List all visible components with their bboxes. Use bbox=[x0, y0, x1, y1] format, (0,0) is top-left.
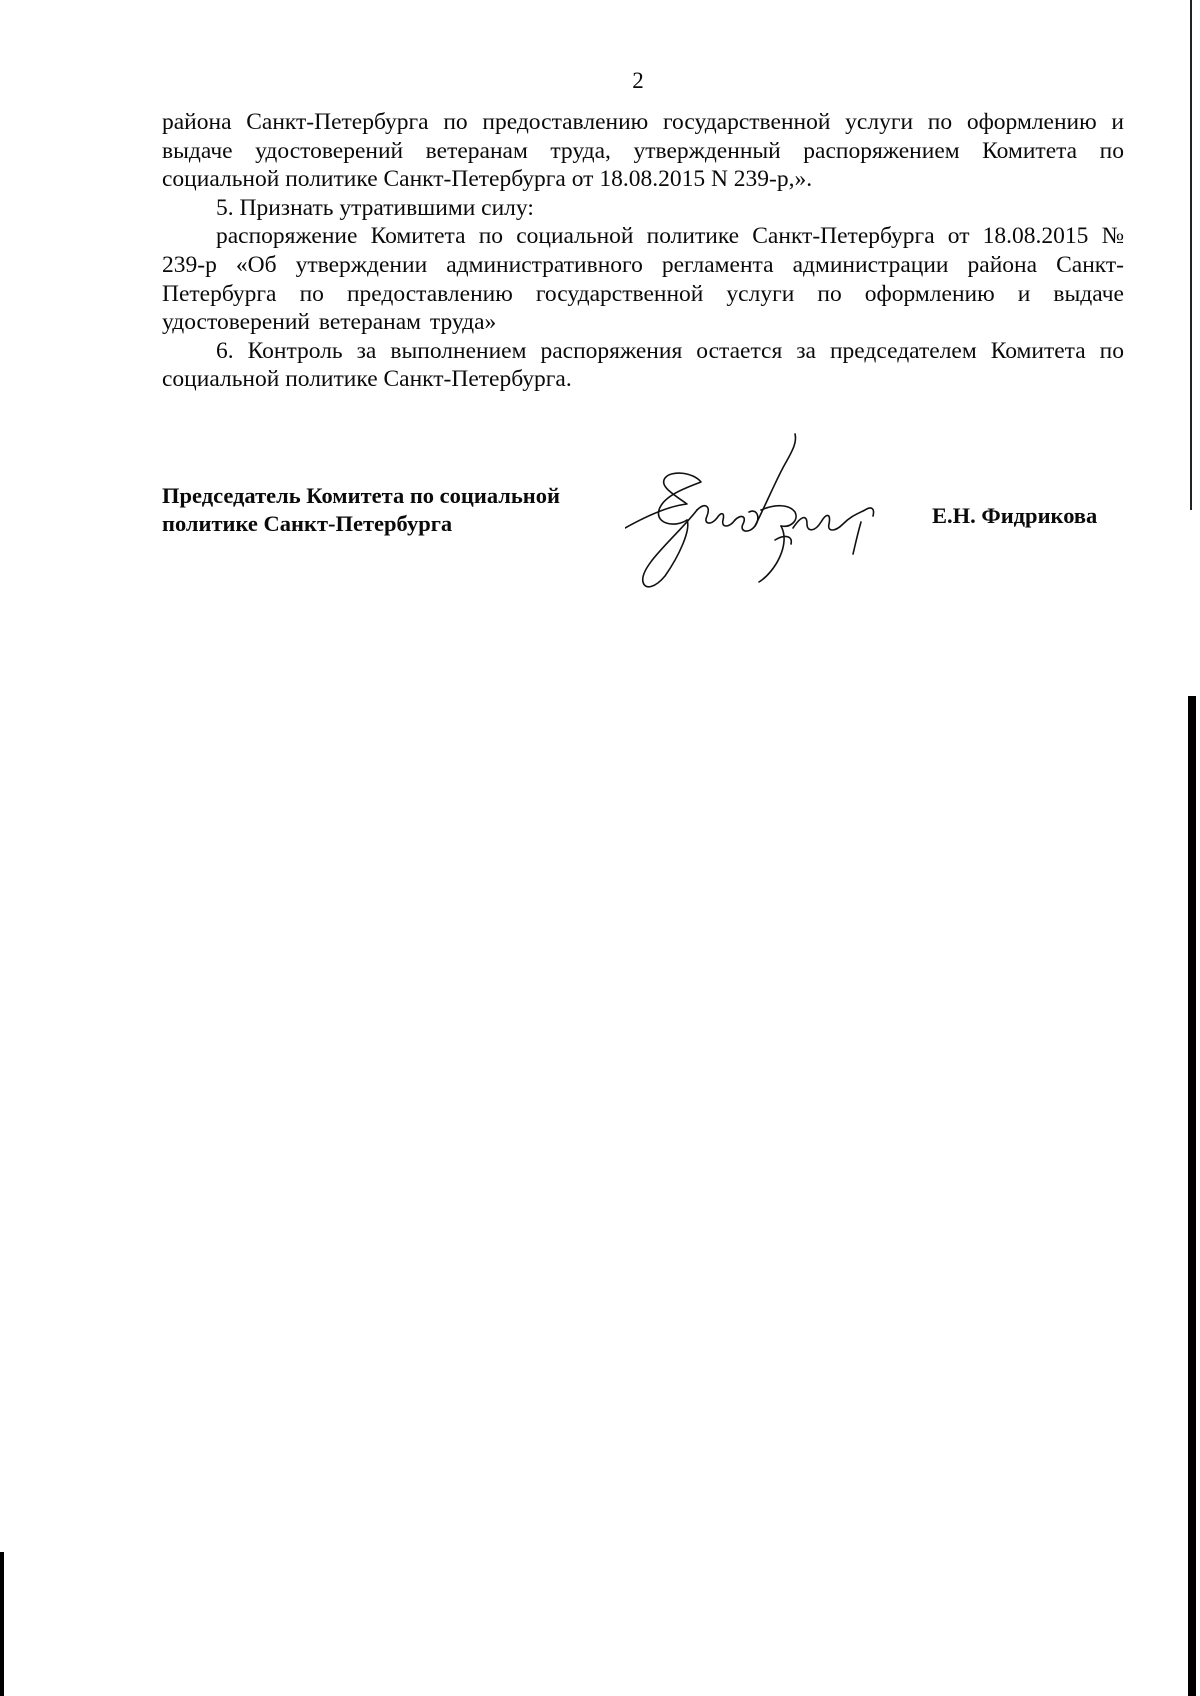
paragraph-continuation: района Санкт-Петербурга по предоставлению государственной услуги по оформлению и выдаче удостоверений ветеранам труда, утвержденный распоряжением Комитета по социальной политике Санкт-Петербурга от 18.08.2015 N 239-р,». bbox=[162, 109, 1124, 193]
page-number: 2 bbox=[632, 68, 644, 93]
paragraph-item-6: 6. Контроль за выполнением распоряжения остается за председателем Комитета по социальной политике Санкт-Петербурга. bbox=[162, 337, 1124, 393]
signer-title-line-2: политике Санкт-Петербурга bbox=[162, 511, 453, 536]
handwritten-signature-icon bbox=[625, 432, 890, 592]
signer-title-line-1: Председатель Комитета по социальной bbox=[162, 483, 560, 508]
paragraph-repealed-order: распоряжение Комитета по социальной политике Санкт-Петербурга от 18.08.2015 № 239-р «Об утверждении административного регламента администрации района Санкт-Петербурга по предоставлению государственной услуги по оформлению и выдаче удостоверений ветеранам труда» bbox=[162, 223, 1124, 336]
signer-name: Е.Н. Фидрикова bbox=[932, 503, 1098, 528]
scan-edge-bar bbox=[1188, 696, 1196, 1696]
signer-title bbox=[162, 482, 612, 538]
paragraph-item-5: 5. Признать утратившими силу: bbox=[216, 194, 534, 221]
document-body bbox=[162, 108, 1124, 394]
scan-edge-line bbox=[1190, 0, 1192, 510]
scan-edge-bar bbox=[0, 1552, 4, 1696]
